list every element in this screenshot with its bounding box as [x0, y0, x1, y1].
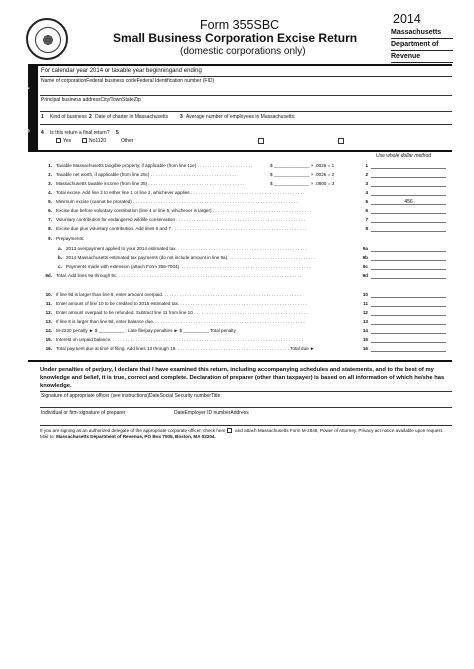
line-text: Total excise. Add line 3 to either line 1 or line 2, whichever applies . . . . . . . . . . . . . . . . . . . . . . . . . . . . . . . . . . . . . . . . . . . . .	[56, 190, 305, 195]
line-number: 8.	[48, 226, 52, 231]
mailing-address: Massachusetts Department of Revenue, PO Box 7005, Boston, MA 02204.	[56, 434, 216, 439]
rule	[40, 111, 452, 112]
employees-field[interactable]: Average number of employees in Massachusetts:	[186, 114, 296, 120]
line-amount-field[interactable]	[371, 246, 446, 252]
form-line	[40, 301, 446, 309]
line-computation: $ ______________ × .0800 = 3	[270, 181, 335, 186]
line-label: 9d	[362, 273, 368, 278]
line-label: 14	[362, 328, 368, 333]
line-number: 9.	[48, 236, 52, 241]
line-text: Excise due plus voluntary contribution. Add lines 6 and 7 . . . . . . . . . . . . . . . . . . . . . . . . . . . . . . . . . . . . . . . . . . . . . . . . . . . . .	[56, 226, 307, 231]
line-text: Enter amount overpaid to be refunded. Subtract line 11 from line 10 . . . . . . . . . . . . . . . . . . . . . . . . . . . . . . . . . . . . . . . . . . . . .	[56, 310, 308, 315]
line-number: 11.	[45, 301, 52, 306]
line-number: 15.	[45, 337, 52, 342]
line-label: 8	[365, 226, 368, 231]
registration-side-label: RegistrationCorp	[23, 84, 30, 142]
line-label: 13	[362, 319, 368, 324]
form-line	[40, 217, 446, 225]
line-amount-field[interactable]	[371, 346, 446, 352]
section-rule	[28, 150, 452, 152]
line-label: 16	[362, 346, 368, 351]
line-label: 9a	[362, 246, 368, 251]
line-text: Taxable net worth, if applicable (from line 25c) . . . . . . . . . . . . . . . . . . . . . . . . . . . . . . . . . .	[56, 172, 237, 177]
line-number: c.	[58, 264, 62, 269]
line-number: 12.	[45, 310, 52, 315]
line-amount-field[interactable]	[371, 217, 446, 223]
yes-checkbox[interactable]	[56, 138, 71, 144]
line-number: 14.	[45, 328, 52, 333]
line-amount-field[interactable]	[371, 172, 446, 178]
line-number: 4.	[48, 190, 52, 195]
line-number: 13.	[45, 319, 52, 324]
corporation-name-field[interactable]: Name of corporationFederal business codeFederal Identification number (FID)	[41, 78, 215, 84]
checkbox-a[interactable]	[258, 138, 264, 144]
rule	[40, 95, 452, 96]
line-text: Interest on unpaid balance. . . . . . . . . . . . . . . . . . . . . . . . . . . . . . . . . . . . . . . . . . . . . . . . . . . . . . . . . . . . . . . . . . . . . . . . . . . .	[56, 337, 303, 342]
line-amount-field[interactable]	[371, 337, 446, 343]
kind-of-business-field[interactable]: Kind of business	[50, 114, 87, 120]
other-label: Other	[121, 138, 134, 144]
line-label: 5	[365, 199, 368, 204]
line-computation: $ ______________ × .0026 = 1	[270, 163, 335, 168]
footer-delegate-text: If you are signing as an authorized delegate of the appropriate corporate officer, check here	[40, 428, 226, 433]
line-label: 7	[365, 217, 368, 222]
agency-name	[391, 27, 453, 63]
line-number: 1.	[48, 163, 52, 168]
form-line	[40, 208, 446, 216]
line-amount-field[interactable]	[371, 319, 446, 325]
line-label: 4	[365, 190, 368, 195]
line-label: 9c	[362, 264, 368, 269]
rule	[40, 425, 452, 426]
line-label: 2	[365, 172, 368, 177]
rule	[40, 76, 452, 77]
form-line	[40, 236, 446, 244]
line-text: M-2220 penalty ► $ __________ ; Late file/pay penalties ► $ __________ Total penalty	[56, 328, 236, 333]
header-rule	[28, 64, 452, 66]
q2-number: 2	[89, 114, 92, 120]
line-computation: $ ______________ × .0026 = 2	[270, 172, 335, 177]
line-number: 9d.	[45, 273, 52, 278]
preparer-info-field[interactable]: DateEmployer ID numberAddress	[174, 410, 249, 416]
line-text: 2014 Massachusetts estimated tax payments (do not include amount in line 9a). . . . . . . . . . . . . . . . . . . . . . . . . . . . . . . . . . .	[66, 255, 316, 260]
no-checkbox[interactable]	[82, 138, 106, 144]
line-number: a.	[58, 246, 62, 251]
form-line	[40, 172, 446, 180]
form-line	[40, 246, 446, 254]
agency-line-1: Massachusetts	[391, 27, 453, 39]
tax-year: 2014	[393, 12, 421, 26]
line-amount-field[interactable]: 456	[371, 199, 446, 205]
form-line	[40, 319, 446, 327]
calendar-end-label: and ending	[172, 68, 202, 74]
calendar-year-line[interactable]	[41, 68, 202, 74]
agency-line-2: Department of	[391, 39, 453, 51]
form-line	[40, 255, 446, 263]
line-text: Enter amount of line 10 to be credited to 2015 estimated tax. . . . . . . . . . . . . . . . . . . . . . . . . . . . . . . . . . . . . . . . . . . . . . . . . . .	[56, 301, 307, 306]
delegate-checkbox[interactable]	[227, 428, 232, 433]
business-address-field[interactable]: Principal business addressCity/TownStateZip	[41, 97, 141, 103]
line-text: Excise due before voluntary contribution (line 4 or line 5, whichever is larger) . . . . . . . . . . . . . . . . . . . . . . . . . . . . . . . . . . . . . . .	[56, 208, 312, 213]
line-amount-field[interactable]	[371, 292, 446, 298]
line-amount-field[interactable]	[371, 273, 446, 279]
q3-number: 3	[180, 114, 183, 120]
line-number: 10.	[45, 292, 52, 297]
line-text: Total payment due at time of filing. Add lines 13 through 15. . . . . . . . . . . . . . . . . . . . . . . . . . . . . . . . . . . . . . . . . . . . . Total due ►	[56, 346, 315, 351]
line-number: 2.	[48, 172, 52, 177]
form-subtitle: (domestic corporations only)	[180, 46, 306, 57]
line-text: 2013 overpayment applied to your 2014 estimated tax. . . . . . . . . . . . . . . . . . . . . . . . . . . . . . . . . . . . . . . . . . . . . . . . . . . .	[66, 246, 308, 251]
line-text: If line 8 is larger than line 9d, enter balance due. . . . . . . . . . . . . . . . . . . . . . . . . . . . . . . . . . . . . . . . . . . . . . . . . . . . . . . . . . . .	[56, 319, 305, 324]
line-amount-field[interactable]	[371, 163, 446, 169]
line-amount-field[interactable]	[371, 181, 446, 187]
form-line	[40, 163, 446, 171]
rule	[40, 124, 452, 125]
line-label: 10	[362, 292, 368, 297]
whole-dollar-note: Use whole dollar method	[376, 153, 432, 159]
form-line	[40, 181, 446, 189]
calendar-year-label: For calendar year 2014 or taxable year beginning	[41, 68, 173, 74]
line-amount-field[interactable]	[371, 255, 446, 261]
preparer-signature-field[interactable]: Individual or firm signature of preparer	[41, 410, 126, 416]
line-number: 16.	[45, 346, 52, 351]
footer-privacy-text: and attach Massachusetts Form M-2848, Power of Attorney. Privacy act notice available upon request. Mail to:	[40, 428, 444, 439]
charter-date-field[interactable]: Date of charter in Massachusetts	[95, 114, 169, 120]
line-amount-field[interactable]	[371, 301, 446, 307]
line-text: Total. Add lines 9a through 9c. . . . . . . . . . . . . . . . . . . . . . . . . . . . . . . . . . . . . . . . . . . . . . . . . . . . . . . . . . . . . . . . . . . . . . . . .	[56, 273, 302, 278]
form-line	[40, 264, 446, 272]
line-text: If line 9d is larger than line 8, enter amount overpaid. . . . . . . . . . . . . . . . . . . . . . . . . . . . . . . . . . . . . . . . . . . . . . . . . . . . . . .	[56, 292, 302, 297]
line-label: 12	[362, 310, 368, 315]
line-amount-field[interactable]	[371, 208, 446, 214]
line-text: Voluntary contribution for endangered wildlife conservation . . . . . . . . . . . . . . . . . . . . . . . . . . . . . . . . . . . . . . . . . . . . . . . . . . .	[56, 217, 306, 222]
form-line	[40, 226, 446, 234]
line-text: Minimum excise (cannot be prorated) . . . . . . . . . . . . . . . . . . . . . . . . . . . . . . . . . . . . . . . . . . . . . . . . . . . . . . . . . . . . . . . . .	[56, 199, 298, 204]
line-amount-field[interactable]	[371, 264, 446, 270]
checkbox-icon	[56, 138, 61, 143]
line-number: b.	[57, 255, 62, 260]
line-text: Prepayments:	[56, 236, 85, 241]
line-amount-field[interactable]	[371, 190, 446, 196]
q5-number: 5	[116, 130, 119, 136]
form-line	[40, 190, 446, 198]
line-amount-field[interactable]	[371, 310, 446, 316]
footer-note	[40, 428, 450, 440]
line-label: 11	[363, 301, 368, 306]
form-line	[40, 273, 446, 281]
form-line	[40, 337, 446, 345]
section-rule	[28, 360, 452, 362]
q4-number: 4	[41, 130, 44, 136]
q1-number: 1	[41, 114, 44, 120]
f1120-label: 1120	[95, 138, 107, 144]
line-label: 15	[362, 337, 368, 342]
yes-label: Yes	[63, 138, 72, 144]
form-line	[40, 346, 446, 354]
line-label: 3	[365, 181, 368, 186]
line-number: 7.	[48, 217, 52, 222]
officer-signature-field[interactable]: Signature of appropriate officer (see instructions)DateSocial Security numberTitle	[41, 393, 221, 399]
form-line	[40, 328, 446, 336]
line-number: 3.	[48, 181, 52, 186]
line-text: Massachusetts taxable income (from line 35) . . . . . . . . . . . . . . . . . . . . . . . . . . . . . . . . . . . . . .	[56, 181, 245, 186]
line-label: 1	[365, 163, 368, 168]
line-number: 6.	[48, 208, 52, 213]
form-line	[40, 292, 446, 300]
rule	[40, 391, 452, 392]
checkbox-b[interactable]	[338, 138, 344, 144]
form-title: Small Business Corporation Excise Return	[113, 31, 358, 45]
perjury-declaration: Under penalties of perjury, I declare that I have examined this return, including accompanying schedules and statements, and to the best of my knowledge and belief, it is true, correct and complete. Declaration of preparer (other than taxpayer) is based on all information of which he/she has knowledge.	[40, 367, 445, 389]
agency-line-3: Revenue	[391, 51, 453, 63]
line-text: Taxable Massachusetts tangible property, if applicable (from line 11e) . . . . . . . . . . . . . . . . . . . . . .	[56, 163, 253, 168]
line-number: 5.	[48, 199, 52, 204]
final-return-question: Is this return a final return?	[50, 130, 110, 136]
line-text: Payments made with extension (attach Form 355-7004). . . . . . . . . . . . . . . . . . . . . . . . . . . . . . . . . . . . . . . . . . . . . . . . . . . .	[66, 264, 311, 269]
form-number: Form 355SBC	[200, 18, 280, 32]
checkbox-icon	[82, 138, 87, 143]
form-line	[40, 199, 446, 207]
line-label: 6	[365, 208, 368, 213]
line-amount-field[interactable]	[371, 328, 446, 334]
form-line	[40, 310, 446, 318]
line-label: 9b	[362, 255, 368, 260]
rule	[40, 407, 452, 408]
no-label: No	[89, 138, 96, 144]
line-amount-field[interactable]	[371, 226, 446, 232]
state-seal-icon	[26, 18, 68, 60]
